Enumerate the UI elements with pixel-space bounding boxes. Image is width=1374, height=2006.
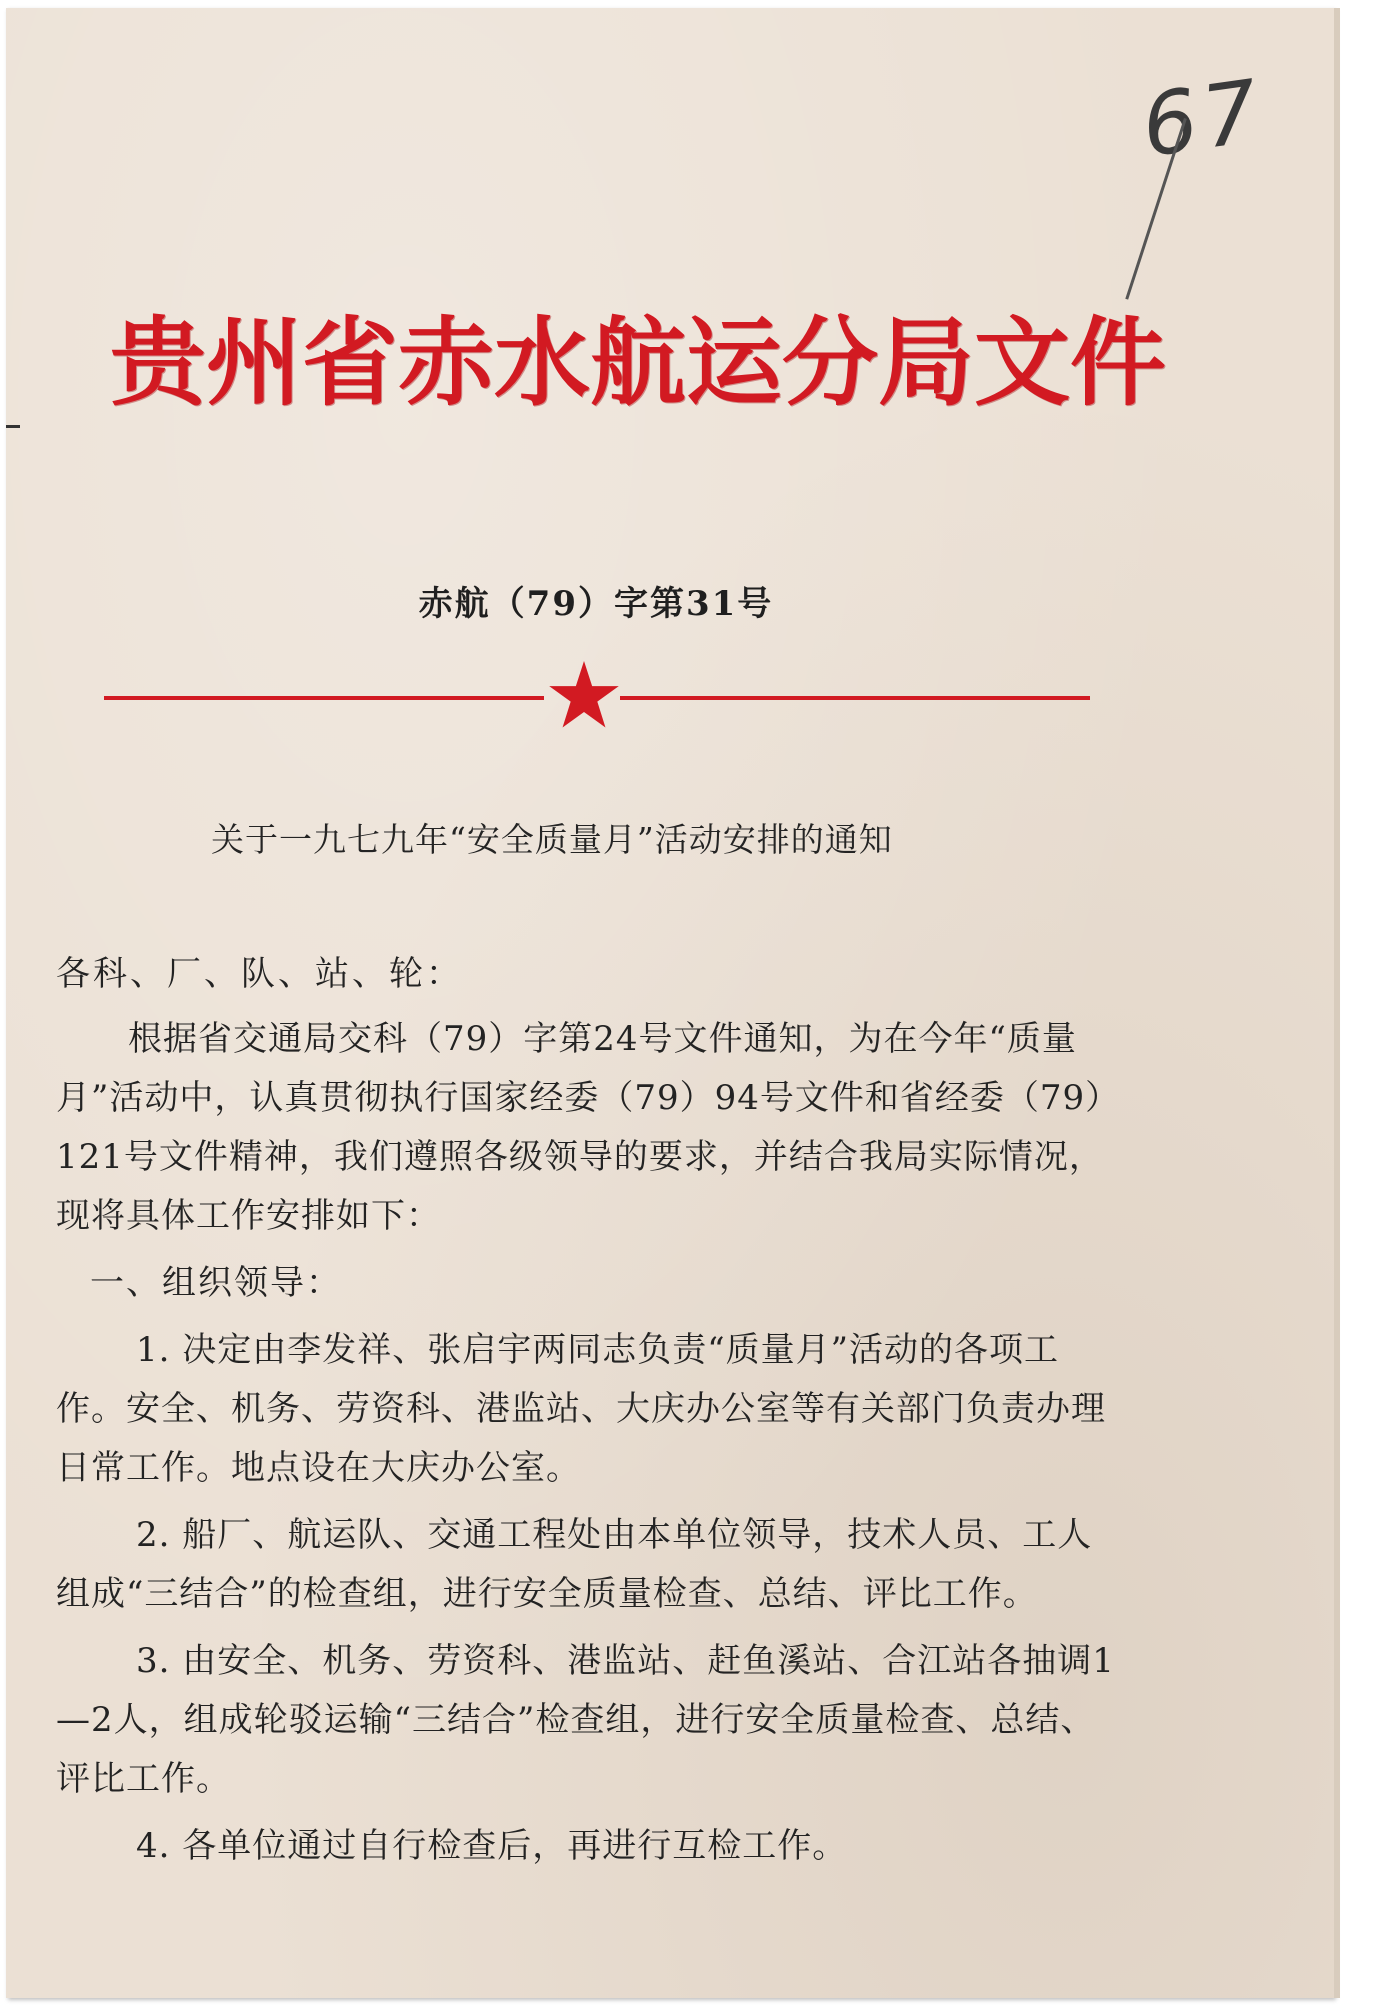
list-item: 4. 各单位通过自行检查后，再进行互检工作。 [136,1826,848,1866]
red-star-icon [547,658,621,732]
red-divider-left [104,696,544,700]
handwritten-page-number: 67 [1136,61,1271,178]
margin-mark [6,425,20,428]
document-number: 赤航（79）字第31号 [418,584,774,624]
intro-paragraph: 根据省交通局交科（79）字第24号文件通知，为在今年“质量月”活动中，认真贯彻执行国家经委（79）94号文件和省经委（79）121号文件精神，我们遵照各级领导的要求，并结合我局实际情况，现将具体工作安排如下： [56,1019,1104,1236]
list-item: 2. 船厂、航运队、交通工程处由本单位领导，技术人员、工人组成“三结合”的检查组，进行安全质量检查、总结、评比工作。 [56,1515,1093,1614]
notice-title: 关于一九七九年“安全质量月”活动安排的通知 [211,820,893,859]
list-item: 3. 由安全、机务、劳资科、港监站、赶鱼溪站、合江站各抽调1—2人，组成轮驳运输“三结合”检查组，进行安全质量检查、总结、评比工作。 [56,1641,1115,1799]
list-item: 1. 决定由李发祥、张启宇两同志负责“质量月”活动的各项工作。安全、机务、劳资科、港监站、大庆办公室等有关部门负责办理日常工作。地点设在大庆办公室。 [56,1330,1106,1488]
section-heading-organization: 一、组织领导： [90,1263,342,1303]
document-page [6,8,1334,1998]
letterhead-title: 贵州省赤水航运分局文件 [110,306,1166,419]
paper-edge [1334,8,1340,1998]
salutation: 各科、厂、队、站、轮： [56,954,463,994]
notice-body [56,1010,1116,1876]
red-divider-right [620,696,1090,700]
